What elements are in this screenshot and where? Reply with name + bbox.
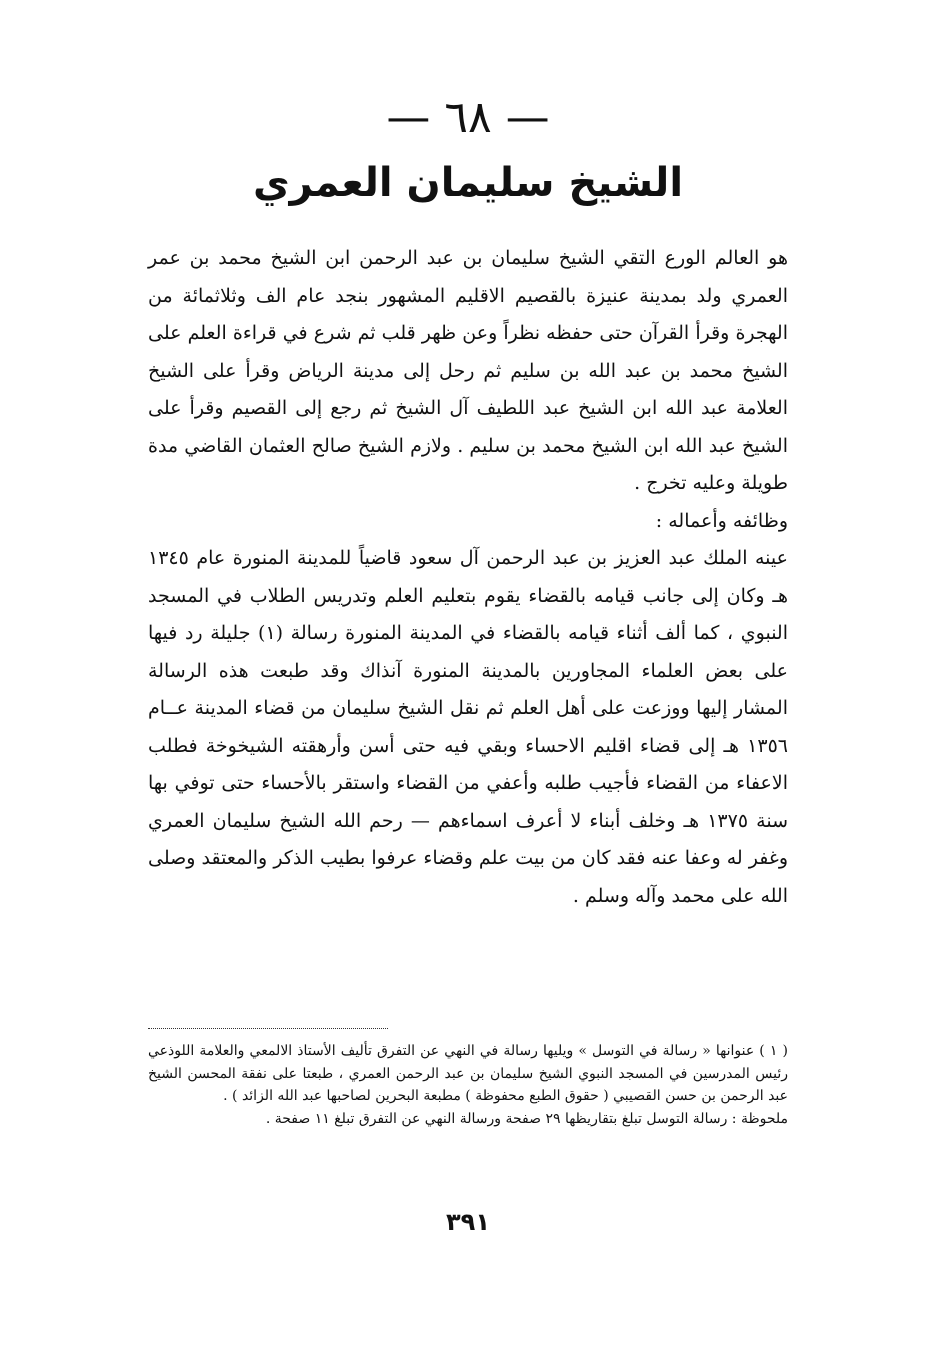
page-title: الشيخ سليمان العمري [252,160,684,206]
section-heading: وظائفه وأعماله : [655,509,788,532]
footnote-1: ( ١ ) عنوانها « رسالة في التوسل » ويليها رسالة في النهي عن التفرق تأليف الأستاذ الالمعي والعلامة اللوذعي رئيس المدرسين في المسجد النبوي الشيخ سليمان بن عبد الرحمن العمري ، طبعتا على نفقة المحسن الشيخ عبد الرحمن بن حسن القصيبي ( حقوق الطبع محفوظة ) مطبعة البحرين لصاحبها عبد الله الزائد ) . [148,1043,788,1104]
footnote-remark: ملحوظة : رسالة التوسل تبلغ بتقاريظها ٢٩ صفحة ورسالة النهي عن التفرق تبلغ ١١ صفحة . [265,1110,788,1127]
biography-body [148,240,788,915]
footnotes [148,1040,788,1130]
career-paragraph: عينه الملك عبد العزيز بن عبد الرحمن آل سعود قاضياً للمدينة المنورة عام ١٣٤٥ هـ وكان إلى جانب قيامه بالقضاء يقوم بتعليم العلم وتدريس الطلاب في المسجد النبوي ، كما ألف أثناء قيامه بالقضاء في المدينة المنورة رسالة (١) جليلة رد فيها على بعض العلماء المجاورين بالمدينة المنورة آنذاك وقد طبعت هذه الرسالة المشار إليها ووزعت على أهل العلم ثم نقل الشيخ سليمان من قضاء المدينة عــام ١٣٥٦ هـ إلى قضاء اقليم الاحساء وبقي فيه حتى أسن وأرهقته الشيخوخة فطلب الاعفاء من القضاء فأجيب طلبه وأعفي من القضاء واستقر بالأحساء حتى توفي بها سنة ١٣٧٥ هـ وخلف أبناء لا أعرف اسماءهم — رحم الله الشيخ سليمان العمري وغفر له وعفا عنه فقد كان من بيت علم وقضاء عرفوا بطيب الذكر والمعتقد وصلى الله على محمد وآله وسلم . [148,547,788,907]
footnote-divider [148,1028,388,1029]
document-page [148,0,788,1359]
biography-paragraph: هو العالم الورع التقي الشيخ سليمان بن عبد الرحمن ابن الشيخ محمد بن عمر العمري ولد بمدينة عنيزة بالقصيم الاقليم المشهور بنجد عام الف وثلاثمائة من الهجرة وقرأ القرآن حتى حفظه نظراً وعن ظهر قلب ثم شرع في قراءة العلم على الشيخ محمد بن عبد الله بن سليم ثم رحل إلى مدينة الرياض وقرأ على الشيخ العلامة عبد الله ابن الشيخ عبد اللطيف آل الشيخ ثم رجع إلى القصيم وقرأ على الشيخ عبد الله ابن الشيخ محمد بن سليم . ولازم الشيخ صالح العثمان القاضي مدة طويلة وعليه تخرج . [148,247,788,494]
entry-number: — ٦٨ — [386,92,550,143]
page-number: ٣٩١ [446,1208,490,1236]
